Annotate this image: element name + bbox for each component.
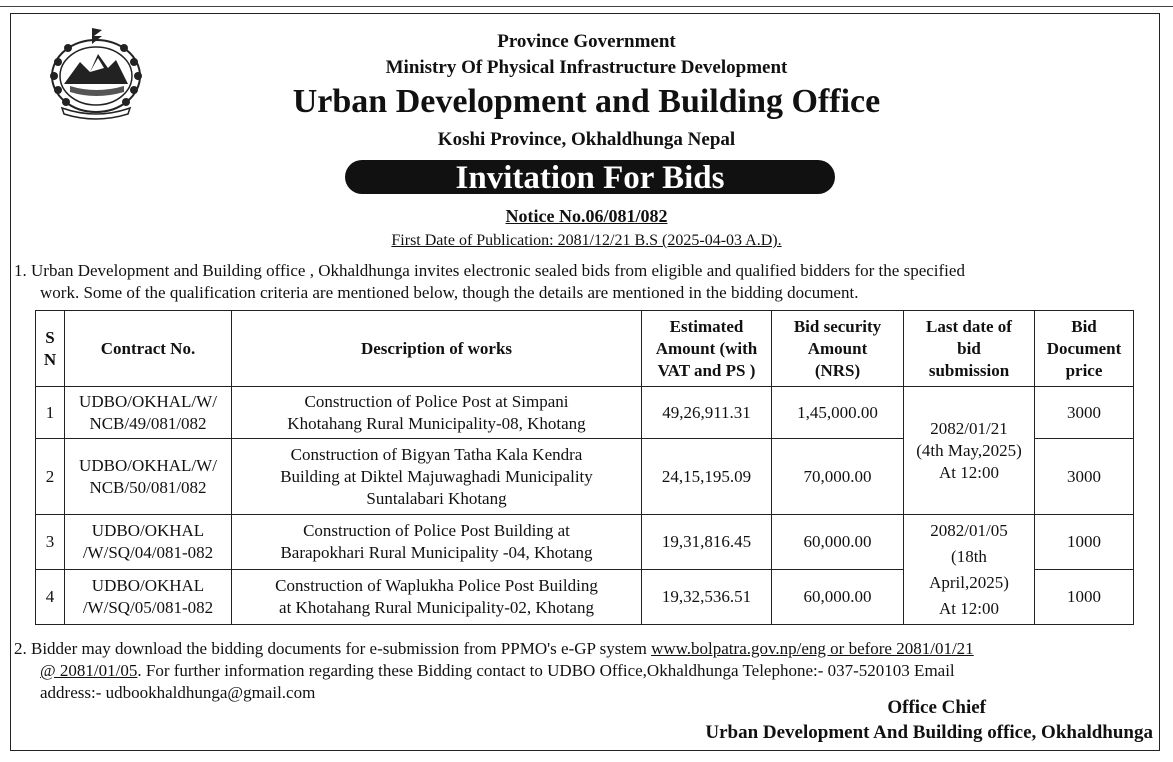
row-sn: 2: [36, 439, 65, 515]
row-sn: 3: [36, 515, 65, 570]
row-contract: UDBO/OKHAL/W/ NCB/49/081/082: [65, 387, 232, 439]
table-row: [36, 387, 1134, 439]
row-price: 3000: [1035, 439, 1134, 515]
bolpatra-link-date[interactable]: @ 2081/01/05: [40, 661, 138, 680]
paragraph-2: [14, 638, 1164, 704]
signature-title: Office Chief: [887, 697, 986, 718]
ministry-name: Ministry Of Physical Infrastructure Development: [385, 57, 788, 78]
table-header-row: [36, 311, 1134, 387]
header-description: Description of works: [232, 311, 642, 387]
row-security: 60,000.00: [772, 515, 904, 570]
notice-number: Notice No.06/081/082: [505, 206, 668, 226]
row-price: 1000: [1035, 515, 1134, 570]
row-description: Construction of Police Post Building at Barapokhari Rural Municipality -04, Khotang: [232, 515, 642, 570]
bolpatra-link[interactable]: www.bolpatra.gov.np/eng or before 2081/01/21: [651, 639, 974, 658]
table-row: [36, 515, 1134, 570]
row-description: Construction of Police Post at Simpani Khotahang Rural Municipality-08, Khotang: [232, 387, 642, 439]
province-government: Province Government: [497, 31, 676, 52]
row-description: Construction of Bigyan Tatha Kala Kendra Building at Diktel Majuwaghadi Municipality Suntalabari Khotang: [232, 439, 642, 515]
header-contract: Contract No.: [65, 311, 232, 387]
row-security: 60,000.00: [772, 570, 904, 625]
row-sn: 1: [36, 387, 65, 439]
paragraph-2-contact: . For further information regarding these Bidding contact to UDBO Office,Okhaldhunga Telephone:- 037-520103 Email: [137, 661, 955, 680]
header-estimate: Estimated Amount (with VAT and PS ): [642, 311, 772, 387]
header-price: Bid Document price: [1035, 311, 1134, 387]
header-sn: S N: [36, 311, 65, 387]
office-name: Urban Development and Building Office: [292, 83, 881, 120]
row-contract: UDBO/OKHAL/W/ NCB/50/081/082: [65, 439, 232, 515]
paragraph-1: [14, 260, 1164, 304]
signature-office: Urban Development And Building office, Okhaldhunga: [705, 722, 1153, 743]
row-security: 70,000.00: [772, 439, 904, 515]
row-estimate: 49,26,911.31: [642, 387, 772, 439]
header-last-date: Last date of bid submission: [904, 311, 1035, 387]
row-sn: 4: [36, 570, 65, 625]
row-price: 1000: [1035, 570, 1134, 625]
row-estimate: 19,31,816.45: [642, 515, 772, 570]
row-security: 1,45,000.00: [772, 387, 904, 439]
invitation-banner: Invitation For Bids: [345, 160, 835, 194]
paragraph-1-line-2: work. Some of the qualification criteria are mentioned below, though the details are mentioned in the bidding document.: [40, 283, 859, 302]
header-security: Bid security Amount (NRS): [772, 311, 904, 387]
paragraph-2-email: address:- udbookhaldhunga@gmail.com: [40, 683, 316, 702]
row-estimate: 19,32,536.51: [642, 570, 772, 625]
paragraph-1-line-1: 1. Urban Development and Building office , Okhaldhunga invites electronic sealed bids from eligible and qualified bidders for the specified: [14, 261, 965, 280]
publication-date: First Date of Publication: 2081/12/21 B.S (2025-04-03 A.D).: [391, 232, 782, 249]
row-contract: UDBO/OKHAL /W/SQ/04/081-082: [65, 515, 232, 570]
row-contract: UDBO/OKHAL /W/SQ/05/081-082: [65, 570, 232, 625]
paragraph-2-prefix: 2. Bidder may download the bidding documents for e-submission from PPMO's e-GP system: [14, 639, 652, 658]
bids-table: [35, 310, 1134, 625]
row-price: 3000: [1035, 387, 1134, 439]
office-location: Koshi Province, Okhaldhunga Nepal: [437, 129, 736, 150]
deadline-a: 2082/01/21 (4th May,2025) At 12:00: [904, 387, 1035, 515]
top-rule: [0, 6, 1173, 7]
row-estimate: 24,15,195.09: [642, 439, 772, 515]
deadline-b: 2082/01/05 (18th April,2025) At 12:00: [904, 515, 1035, 625]
row-description: Construction of Waplukha Police Post Building at Khotahang Rural Municipality-02, Khotang: [232, 570, 642, 625]
